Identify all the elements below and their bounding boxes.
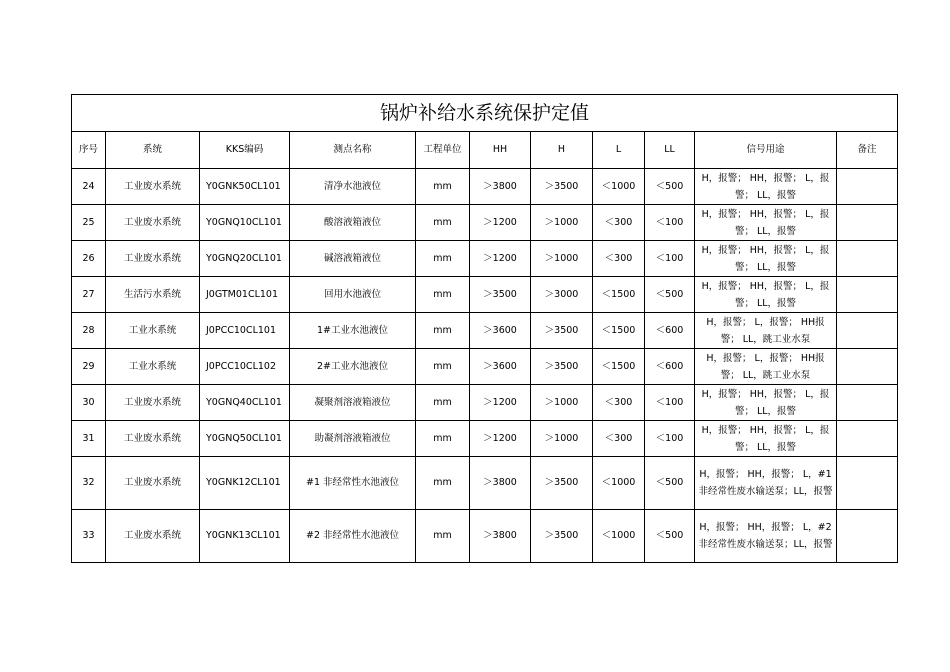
cell-seq: 32 [72,457,106,510]
cell-l: ＜1500 [593,349,645,385]
header-unit: 工程单位 [416,132,470,169]
cell-signal: H，报警； L，报警； HH报警； LL，跳工业水泵 [695,349,837,385]
cell-ll: ＜100 [645,241,695,277]
cell-system: 工业废水系统 [106,385,200,421]
table-row [72,457,898,510]
cell-h: ＞3500 [531,169,593,205]
cell-ll: ＜500 [645,169,695,205]
header-remark: 备注 [837,132,898,169]
cell-system: 工业水系统 [106,313,200,349]
header-hh: HH [470,132,531,169]
cell-ll: ＜600 [645,313,695,349]
cell-system: 工业废水系统 [106,169,200,205]
table-row [72,385,898,421]
table-row [72,205,898,241]
cell-unit: mm [416,313,470,349]
cell-h: ＞3500 [531,349,593,385]
cell-signal: H，报警； HH，报警； L，报警； LL，报警 [695,241,837,277]
cell-l: ＜1000 [593,169,645,205]
cell-l: ＜300 [593,241,645,277]
cell-hh: ＞3600 [470,349,531,385]
cell-signal: H，报警； HH，报警； L，报警； LL，报警 [695,421,837,457]
cell-unit: mm [416,421,470,457]
cell-h: ＞1000 [531,241,593,277]
cell-hh: ＞1200 [470,421,531,457]
table-row [72,349,898,385]
cell-hh: ＞3800 [470,510,531,563]
cell-point: 回用水池液位 [290,277,416,313]
header-kks: KKS编码 [200,132,290,169]
cell-system: 生活污水系统 [106,277,200,313]
cell-system: 工业废水系统 [106,241,200,277]
cell-l: ＜1000 [593,457,645,510]
cell-l: ＜300 [593,421,645,457]
cell-point: 酸溶液箱液位 [290,205,416,241]
cell-unit: mm [416,385,470,421]
table-row [72,169,898,205]
cell-system: 工业废水系统 [106,510,200,563]
cell-point: #1 非经常性水池液位 [290,457,416,510]
header-row [72,132,898,169]
cell-h: ＞1000 [531,421,593,457]
table-row [72,241,898,277]
cell-remark [837,457,898,510]
cell-unit: mm [416,457,470,510]
cell-signal: H，报警； L，报警； HH报警； LL，跳工业水泵 [695,313,837,349]
cell-remark [837,205,898,241]
cell-h: ＞1000 [531,205,593,241]
protection-settings-table [71,94,898,563]
cell-system: 工业废水系统 [106,421,200,457]
cell-point: 凝聚剂溶液箱液位 [290,385,416,421]
cell-hh: ＞1200 [470,205,531,241]
cell-l: ＜1500 [593,313,645,349]
cell-remark [837,349,898,385]
header-h: H [531,132,593,169]
cell-kks: Y0GNQ20CL101 [200,241,290,277]
cell-l: ＜300 [593,385,645,421]
cell-unit: mm [416,205,470,241]
cell-signal: H，报警； HH，报警； L，报警； LL，报警 [695,169,837,205]
cell-kks: J0PCC10CL101 [200,313,290,349]
cell-seq: 24 [72,169,106,205]
cell-hh: ＞3800 [470,457,531,510]
cell-l: ＜1000 [593,510,645,563]
header-ll: LL [645,132,695,169]
header-seq: 序号 [72,132,106,169]
cell-remark [837,169,898,205]
cell-kks: Y0GNQ40CL101 [200,385,290,421]
cell-system: 工业废水系统 [106,205,200,241]
cell-seq: 29 [72,349,106,385]
cell-signal: H，报警； HH，报警； L，#2 非经常性废水输送泵；LL，报警 [695,510,837,563]
cell-remark [837,385,898,421]
cell-kks: Y0GNK50CL101 [200,169,290,205]
cell-seq: 30 [72,385,106,421]
cell-h: ＞3000 [531,277,593,313]
header-signal: 信号用途 [695,132,837,169]
cell-h: ＞3500 [531,313,593,349]
cell-h: ＞3500 [531,457,593,510]
cell-ll: ＜500 [645,277,695,313]
cell-h: ＞1000 [531,385,593,421]
cell-system: 工业废水系统 [106,457,200,510]
cell-kks: J0PCC10CL102 [200,349,290,385]
cell-kks: Y0GNK13CL101 [200,510,290,563]
cell-remark [837,510,898,563]
cell-unit: mm [416,241,470,277]
cell-hh: ＞3800 [470,169,531,205]
cell-unit: mm [416,169,470,205]
cell-unit: mm [416,510,470,563]
cell-seq: 28 [72,313,106,349]
cell-signal: H，报警； HH，报警； L，#1 非经常性废水输送泵；LL，报警 [695,457,837,510]
cell-hh: ＞3600 [470,313,531,349]
table-row [72,510,898,563]
cell-remark [837,313,898,349]
cell-point: 1#工业水池液位 [290,313,416,349]
cell-seq: 31 [72,421,106,457]
cell-point: 2#工业水池液位 [290,349,416,385]
cell-kks: Y0GNQ50CL101 [200,421,290,457]
cell-unit: mm [416,277,470,313]
cell-unit: mm [416,349,470,385]
page-title: 锅炉补给水系统保护定值 [72,95,898,132]
cell-h: ＞3500 [531,510,593,563]
cell-signal: H，报警； HH，报警； L，报警； LL，报警 [695,385,837,421]
cell-seq: 26 [72,241,106,277]
cell-kks: Y0GNQ10CL101 [200,205,290,241]
table-row [72,313,898,349]
cell-l: ＜300 [593,205,645,241]
cell-ll: ＜500 [645,457,695,510]
cell-system: 工业水系统 [106,349,200,385]
cell-signal: H，报警； HH，报警； L，报警； LL，报警 [695,277,837,313]
cell-signal: H，报警； HH，报警； L，报警； LL，报警 [695,205,837,241]
cell-ll: ＜600 [645,349,695,385]
cell-hh: ＞1200 [470,241,531,277]
cell-remark [837,421,898,457]
cell-ll: ＜100 [645,421,695,457]
cell-remark [837,241,898,277]
cell-kks: Y0GNK12CL101 [200,457,290,510]
header-l: L [593,132,645,169]
cell-hh: ＞3500 [470,277,531,313]
cell-ll: ＜100 [645,385,695,421]
cell-hh: ＞1200 [470,385,531,421]
cell-point: 碱溶液箱液位 [290,241,416,277]
cell-ll: ＜500 [645,510,695,563]
cell-point: #2 非经常性水池液位 [290,510,416,563]
cell-point: 助凝剂溶液箱液位 [290,421,416,457]
cell-seq: 25 [72,205,106,241]
header-system: 系统 [106,132,200,169]
cell-ll: ＜100 [645,205,695,241]
cell-remark [837,277,898,313]
table-row [72,421,898,457]
cell-seq: 33 [72,510,106,563]
cell-seq: 27 [72,277,106,313]
cell-l: ＜1500 [593,277,645,313]
cell-kks: J0GTM01CL101 [200,277,290,313]
header-point: 测点名称 [290,132,416,169]
cell-point: 清净水池液位 [290,169,416,205]
table-row [72,277,898,313]
